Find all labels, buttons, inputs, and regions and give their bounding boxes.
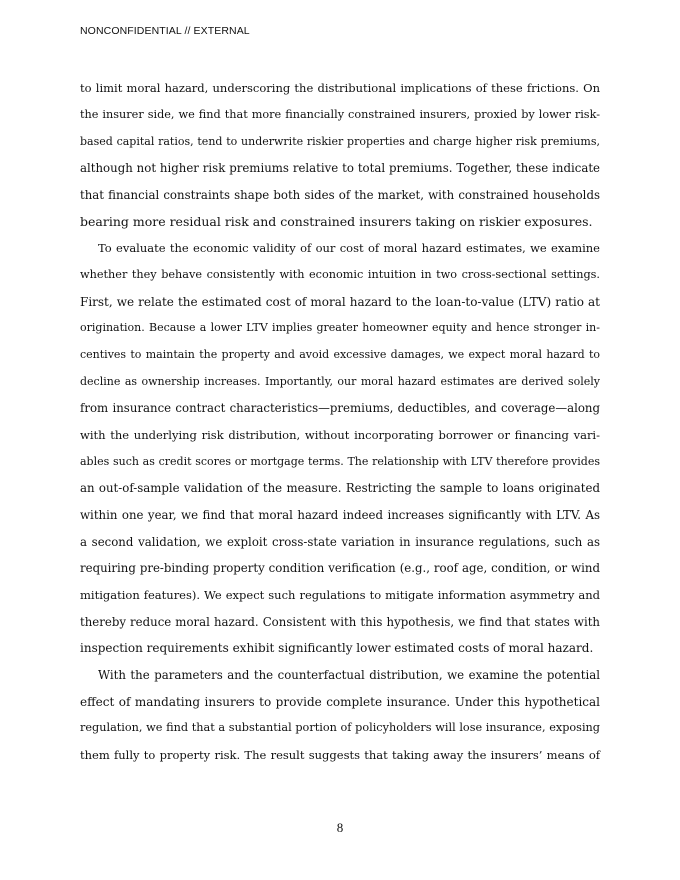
body-line: mitigation features). We expect such regulations to mitigate information asymmetry and: [80, 588, 600, 602]
body-line: bearing more residual risk and constrained insurers taking on riskier exposures.: [80, 214, 593, 229]
body-line: ables such as credit scores or mortgage terms. The relationship with LTV therefore provides: [80, 455, 600, 468]
body-line: regulation, we find that a substantial portion of policyholders will lose insurance, exposing: [80, 721, 600, 734]
body-line: a second validation, we exploit cross-state variation in insurance regulations, such as: [80, 535, 600, 549]
body-line: thereby reduce moral hazard. Consistent with this hypothesis, we find that states with: [80, 615, 600, 629]
paragraph-start-line: To evaluate the economic validity of our cost of moral hazard estimates, we examine: [98, 241, 600, 255]
document-classification-header: NONCONFIDENTIAL // EXTERNAL: [80, 25, 250, 37]
body-line: origination. Because a lower LTV implies greater homeowner equity and hence stronger in-: [80, 321, 600, 334]
body-line: with the underlying risk distribution, without incorporating borrower or financing vari-: [80, 428, 600, 442]
body-line: within one year, we find that moral hazard indeed increases significantly with LTV. As: [80, 508, 600, 522]
body-line: inspection requirements exhibit significantly lower estimated costs of moral hazard.: [80, 641, 594, 655]
body-line: the insurer side, we find that more financially constrained insurers, proxied by lower risk-: [80, 108, 600, 121]
body-line: although not higher risk premiums relative to total premiums. Together, these indicate: [80, 161, 600, 175]
body-line: to limit moral hazard, underscoring the distributional implications of these frictions. On: [80, 81, 600, 95]
body-line: centives to maintain the property and avoid excessive damages, we expect moral hazard to: [80, 348, 600, 361]
body-line: requiring pre-binding property condition verification (e.g., roof age, condition, or wind: [80, 561, 600, 575]
body-line: that financial constraints shape both sides of the market, with constrained households: [80, 188, 600, 202]
body-line: decline as ownership increases. Importantly, our moral hazard estimates are derived solely: [80, 375, 600, 388]
body-line: whether they behave consistently with economic intuition in two cross-sectional settings.: [80, 268, 600, 281]
page-number: 8: [336, 820, 344, 835]
body-line: from insurance contract characteristics—premiums, deductibles, and coverage—along: [80, 401, 600, 415]
body-line: effect of mandating insurers to provide complete insurance. Under this hypothetical: [80, 695, 600, 709]
paragraph-start-line: With the parameters and the counterfactual distribution, we examine the potential: [98, 668, 600, 682]
body-line: First, we relate the estimated cost of moral hazard to the loan-to-value (LTV) ratio at: [80, 295, 600, 309]
body-line: based capital ratios, tend to underwrite riskier properties and charge higher risk premiums,: [80, 135, 600, 148]
body-line: an out-of-sample validation of the measure. Restricting the sample to loans originated: [80, 481, 600, 495]
body-line: them fully to property risk. The result suggests that taking away the insurers’ means of: [80, 748, 600, 762]
